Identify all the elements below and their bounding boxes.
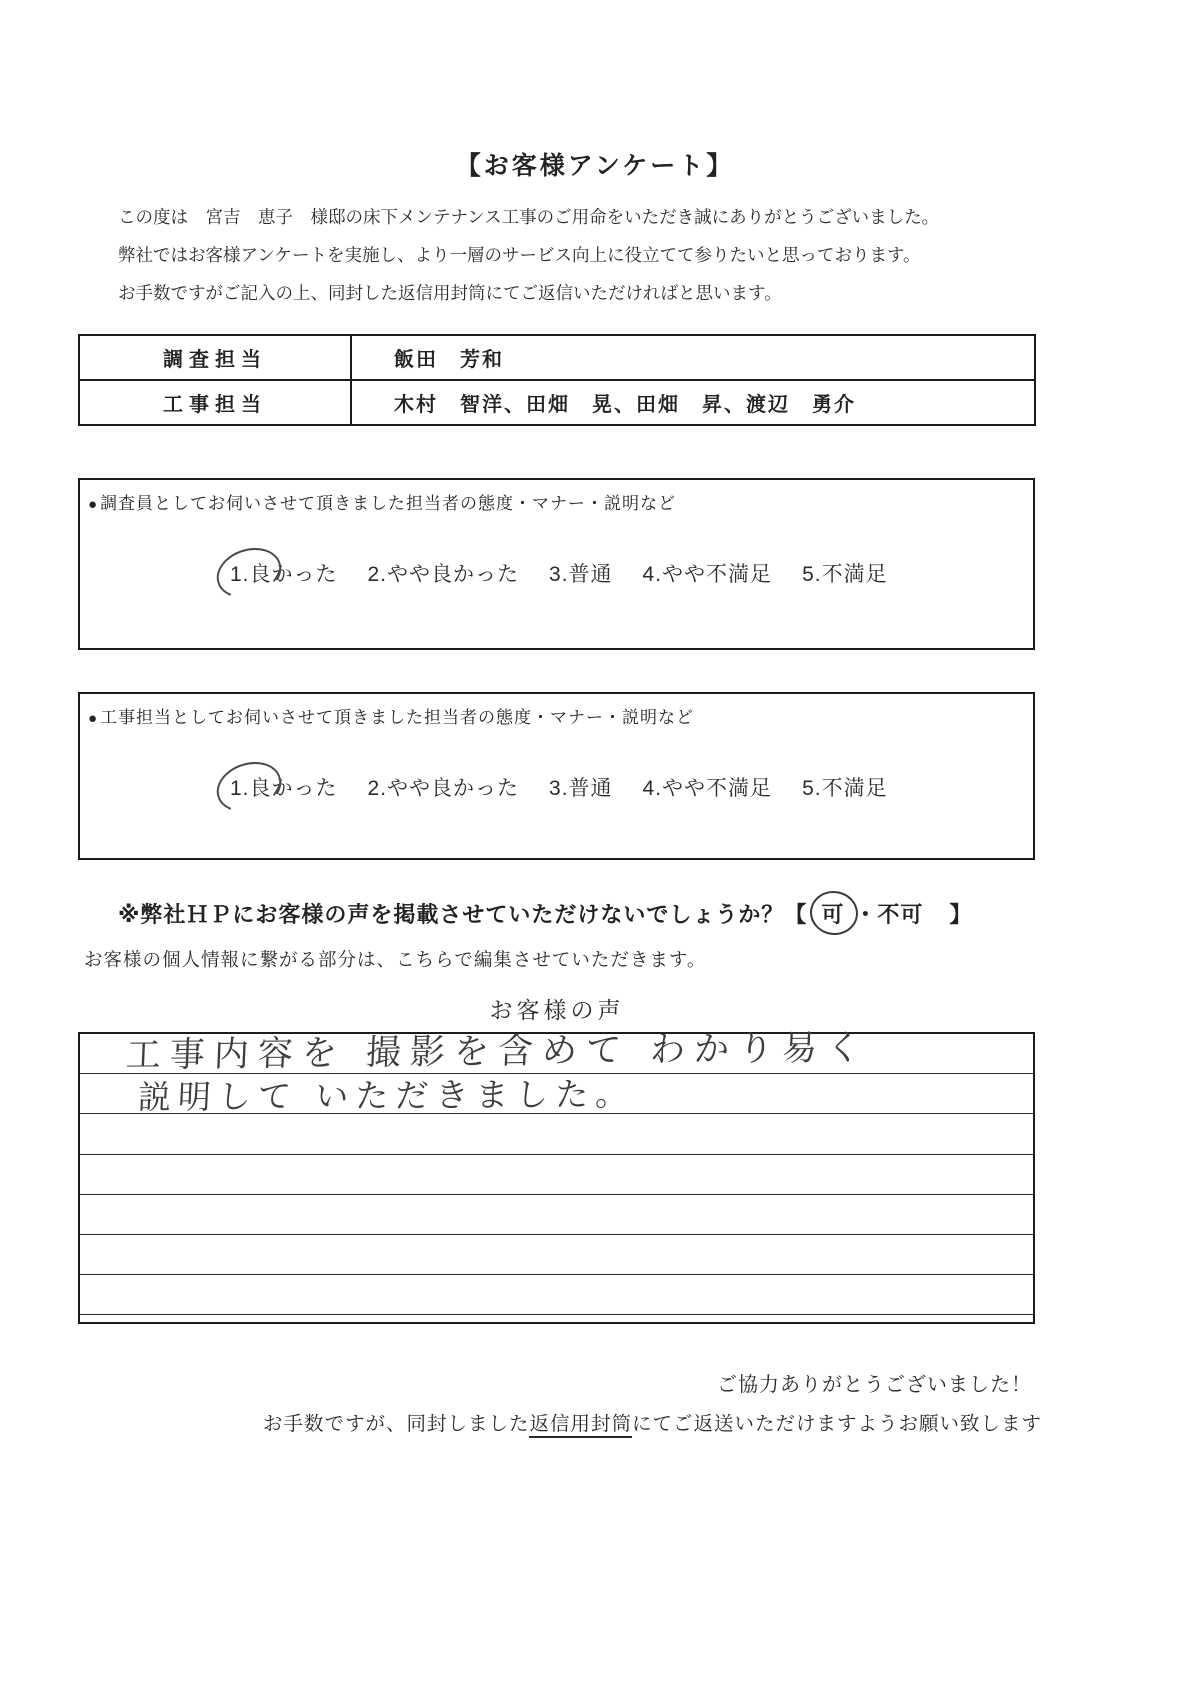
hp-deny-option: ・不可 bbox=[854, 902, 924, 927]
voice-ruled-line bbox=[80, 1034, 1033, 1074]
intro-paragraph bbox=[118, 198, 1078, 312]
survey-staff-value: 飯田 芳和 bbox=[351, 335, 1035, 380]
question1-option-4: 4.やや不満足 bbox=[642, 563, 773, 586]
intro-line-1: この度は 宮吉 恵子 様邸の床下メンテナンス工事のご用命をいただき誠にありがとうございました。 bbox=[118, 207, 940, 227]
voice-ruled-line bbox=[80, 1235, 1033, 1275]
footer-thanks: ご協力ありがとうございました！ bbox=[717, 1374, 1032, 1396]
question2-box bbox=[78, 692, 1035, 860]
intro-line-3: お手数ですがご記入の上、同封した返信用封筒にてご返信いただければと思います。 bbox=[118, 283, 782, 303]
question2-option-5: 5.不満足 bbox=[802, 777, 888, 800]
question1-option-2: 2.やや良かった bbox=[367, 563, 520, 586]
bullet-icon: ● bbox=[88, 496, 99, 513]
voice-ruled-line bbox=[80, 1074, 1033, 1114]
question1-option-1 bbox=[230, 558, 338, 588]
intro-line-2: 弊社ではお客様アンケートを実施し、より一層のサービス向上に役立てて参りたいと思っております。 bbox=[118, 245, 921, 265]
option-label: 1.良かった bbox=[230, 563, 338, 586]
hp-publish-question bbox=[118, 898, 1118, 929]
question1-option-5: 5.不満足 bbox=[802, 563, 888, 586]
staff-table bbox=[78, 334, 1036, 426]
hp-question-text: ※弊社ＨＰにお客様の声を掲載させていただけないでしょうか？【 bbox=[118, 902, 808, 927]
construction-staff-value: 木村 智洋、田畑 晃、田畑 昇、渡辺 勇介 bbox=[351, 380, 1035, 425]
question2-options bbox=[230, 772, 888, 802]
question2-header bbox=[80, 694, 1033, 728]
question1-box bbox=[78, 478, 1035, 650]
question2-option-3: 3.普通 bbox=[549, 777, 613, 800]
question2-option-1 bbox=[230, 772, 338, 802]
option-label: 1.良かった bbox=[230, 777, 338, 800]
question1-header bbox=[80, 480, 1033, 514]
question2-header-text: 工事担当としてお伺いさせて頂きました担当者の態度・マナー・説明など bbox=[100, 708, 695, 727]
question1-option-3: 3.普通 bbox=[549, 563, 613, 586]
construction-staff-label: 工事担当 bbox=[79, 380, 351, 425]
hp-allow-label: 可 bbox=[821, 902, 845, 927]
footer-request-prefix: お手数ですが、同封しました bbox=[262, 1413, 530, 1435]
question1-header-text: 調査員としてお伺いさせて頂きました担当者の態度・マナー・説明など bbox=[100, 494, 677, 513]
customer-voice-title: お客様の声 bbox=[489, 997, 625, 1023]
bullet-icon: ● bbox=[88, 710, 99, 727]
handwritten-comment-line1: 工事内容を 撮影を含めて わかり易く bbox=[125, 1028, 871, 1076]
voice-ruled-line bbox=[80, 1155, 1033, 1195]
footer-request bbox=[263, 1408, 1042, 1436]
question1-options bbox=[230, 558, 888, 588]
hp-bracket-close: 】 bbox=[949, 902, 973, 927]
customer-voice-box bbox=[78, 1028, 1035, 1324]
hp-privacy-note: お客様の個人情報に繋がる部分は、こちらで編集させていただきます。 bbox=[84, 949, 707, 970]
footer-request-suffix: にてご返送いただけますようお願い致します bbox=[631, 1413, 1042, 1435]
voice-ruled-line bbox=[80, 1275, 1033, 1315]
voice-ruled-line bbox=[80, 1114, 1033, 1154]
table-row bbox=[79, 335, 1035, 380]
footer-return-envelope: 返信用封筒 bbox=[529, 1413, 632, 1438]
voice-ruled-line bbox=[80, 1195, 1033, 1235]
page-title: 【お客様アンケート】 bbox=[455, 152, 735, 180]
question2-option-2: 2.やや良かった bbox=[367, 777, 520, 800]
handwritten-comment-line2: 説明して いただきました。 bbox=[137, 1074, 637, 1117]
hp-allow-option bbox=[821, 898, 844, 929]
table-row bbox=[79, 380, 1035, 425]
survey-staff-label: 調査担当 bbox=[79, 335, 351, 380]
question2-option-4: 4.やや不満足 bbox=[642, 777, 773, 800]
